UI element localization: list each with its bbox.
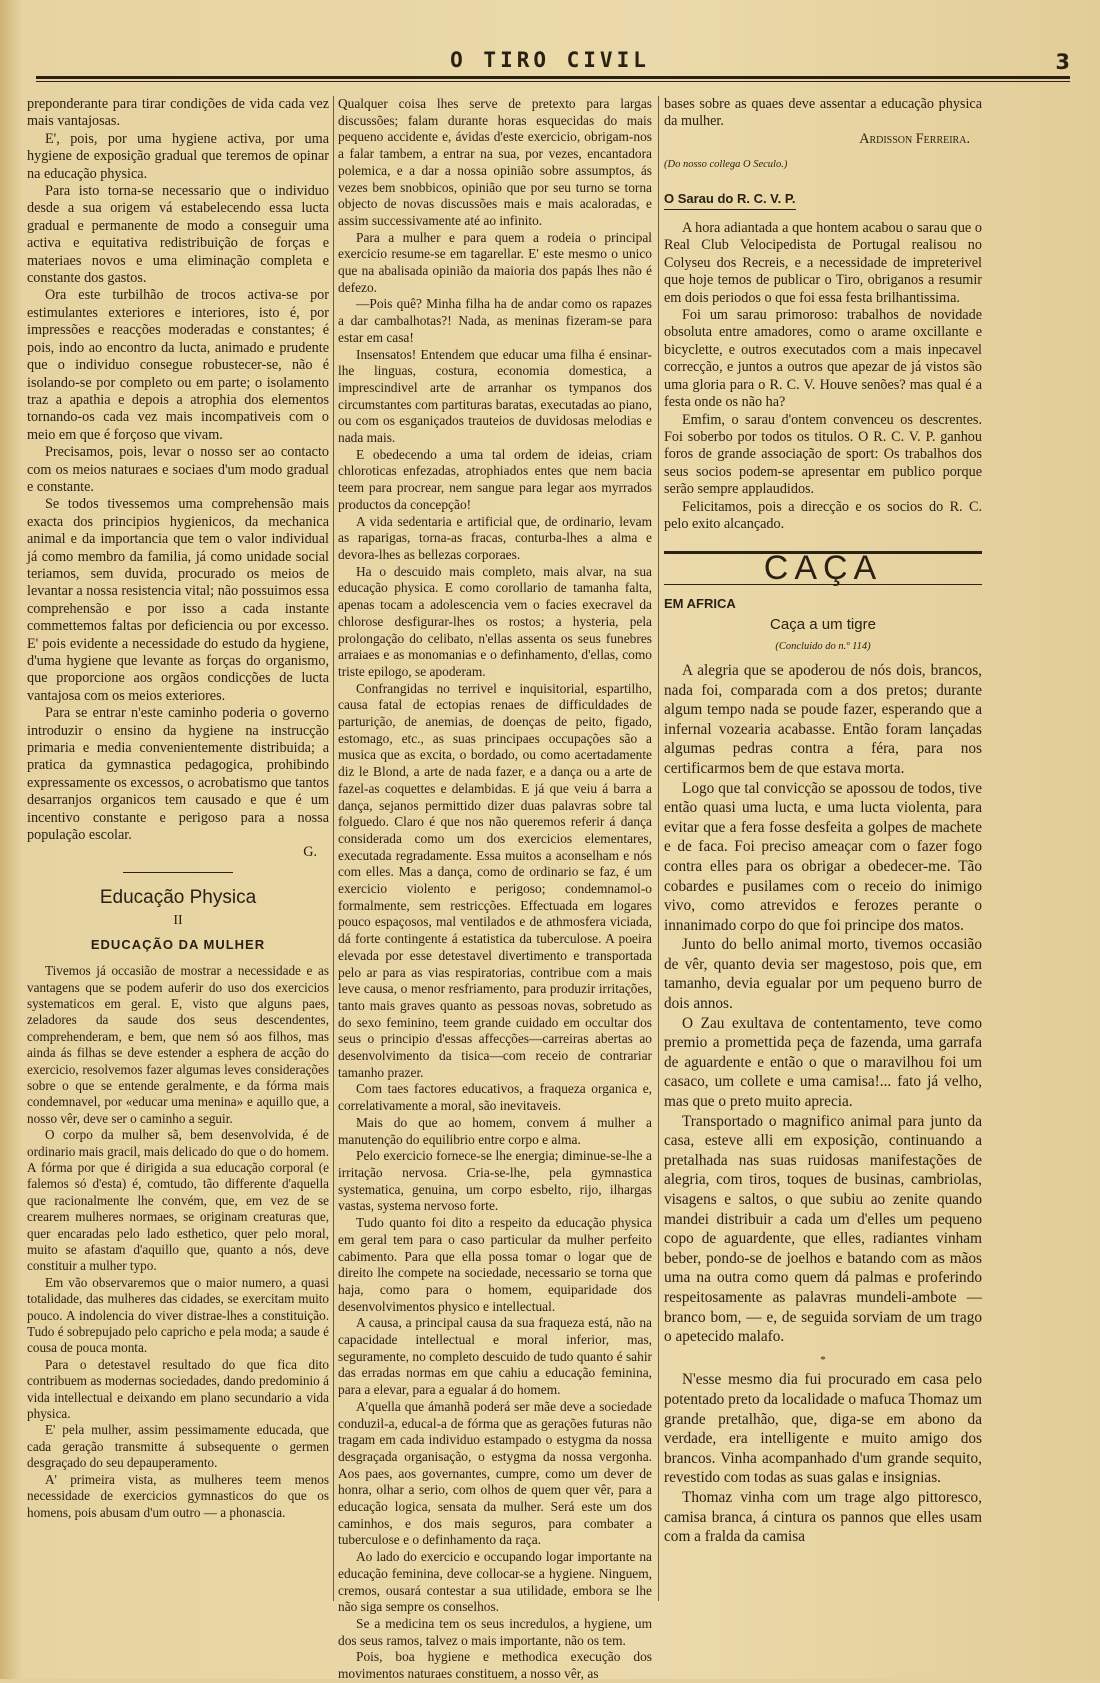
paragraph: Para a mulher e para quem a rodeia o principal exercicio resume-se em tagarellar. E' este mesmo o unico que na abalisada opinião da maioria dos papás lhes não é defezo. xyxy=(338,229,652,295)
header-rule-thin xyxy=(36,81,1070,82)
paragraph: Tudo quanto foi dito a respeito da educação physica em geral tem para o caso particular da mulher perfeito cabimento. Para que ella possa tomar o logar que de direito lhe compete na sociedade, necessario se torna que haja, como para o homem, equiparidade dos desenvolvimentos physico e intellectual. xyxy=(338,1215,652,1314)
paragraph: Com taes factores educativos, a fraqueza organica e, correlativamente a moral, são inevitaveis. xyxy=(338,1081,652,1114)
paragraph: A causa, a principal causa da sua fraqueza está, não na capacidade intellectual e moral inferior, mas, seguramente, no completo descuido de tudo quanto é sahir das erradas normas em que cahiu a educação feminina, para a elevar, para a egualar á do homem. xyxy=(338,1315,652,1398)
paragraph: preponderante para tirar condições de vida cada vez mais vantajosas. xyxy=(27,96,329,130)
paragraph: Felicitamos, pois a direcção e os socios do R. C. pelo exito alcançado. xyxy=(664,498,982,532)
paragraph: Se a medicina tem os seus incredulos, a hygiene, um dos seus ramos, talvez o mais importante, não os tem. xyxy=(338,1615,652,1648)
paragraph: Logo que tal convicção se apossou de todos, tive então quasi uma lucta, e uma lucta violenta, para evitar que a fera fosse desfeita a golpes de machete e de faca. Foi preciso ameaçar com o fazer fogo contra elles para os obrigar a obedecer-me. Tão cobardes e pusilames com o receio do inimigo vivo, como atrevidos e ferozes perante o innanimado corpo do que foi principe dos matos. xyxy=(664,779,982,934)
article-body xyxy=(27,963,329,1521)
paragraph: Ora este turbilhão de trocos activa-se por estimulantes exteriores e interiores, isto é, por impressões e reacções moderadas e constantes; é pois, indo ao encontro da lucta, animado e prudente que o individuo consegue robustecer-se, não é isolando-se por completo ou em parte; o isolamento traz a apathia e depois a atrophia dos elementos tornando-os cada vez mais incompativeis com o meio em que é forçoso que vivam. xyxy=(27,287,329,443)
column-3 xyxy=(664,96,982,1601)
paragraph: Junto do bello animal morto, tivemos occasião de vêr, quanto devia ser magestoso, pois que, em tamanho, devia egualar por um pequeno burro de dois annos. xyxy=(664,936,982,1013)
paragraph: Para o detestavel resultado do que fica dito contribuem as modernas sociedades, dando predominio á vida intellectual e deixando em plano secundario a vida physica. xyxy=(27,1356,329,1422)
paragraph: E', pois, por uma hygiene activa, por uma hygiene de exposição gradual que teremos de opinar na educação physica. xyxy=(27,130,329,182)
paragraph: Qualquer coisa lhes serve de pretexto para largas discussões; falam durante horas esquecidas do mais pequeno accidente e, ávidas d'este exercicio, obrigam-nos a falar tambem, a entrar na sua, por vezes, encantadora polemica, e a dar a nossa opinião sobre assumptos, ás vezes bem snobbicos, opinião que por seu turno se torna objecto de novas discussões mais e mais acaloradas, e assim successivamente até ao infinito. xyxy=(338,96,652,228)
paragraph: Foi um sarau primoroso: trabalhos de novidade obsoluta entre amadores, como o arame oxcillante e bicyclette, e outros executados com a mais inpecavel correcção, e juntos a outros que apezar de já vistos são uma gloria para o R. C. V. Houve senões? mas qual é a festa onde os não ha? xyxy=(664,307,982,411)
paragraph: A alegria que se apoderou de nós dois, brancos, nada foi, comparada com a dos pretos; durante algum tempo nada se poude fazer, esperando que a infernal vozearia acabasse. Então foram lançadas algumas pedras contra a féra, para nos certificarmos bem de que estava morta. xyxy=(664,661,982,777)
paragraph: Transportado o magnifico animal para junto da casa, esteve alli em exposição, continuando a pretalhada nas suas ruidosas manifestações de alegria, com tiros, toques de businas, cambriolas, visagens e saltos, o que subiu ao zenite quando mandei distribuir a cada um d'elles um pequeno copo de aguardente, que elles, radiantes vinham beber, pondo-se de joelhos e batando com as mãos uma na outra como quem dá palmas e proferindo respeitosamente as palavras mundeli-ambote — branco bom, — e, de seguida sorviam de um trago o apetecido malafo. xyxy=(664,1112,982,1346)
signature: Ardisson Ferreira. xyxy=(859,130,970,147)
column-1 xyxy=(27,96,329,1601)
paragraph: bases sobre as quaes deve assentar a educação physica da mulher. xyxy=(664,96,982,130)
story-body xyxy=(664,661,982,1547)
paragraph: —Pois quê? Minha filha ha de andar como os rapazes a dar cambalhotas?! Nada, as meninas fizeram-se para estar em casa! xyxy=(338,296,652,345)
paragraph: Tivemos já occasião de mostrar a necessidade e as vantagens que se podem auferir do uso dos exercicios systematicos em geral. E, visto que alguns paes, zeladores da saude dos seus descendentes, comprehenderam, e bem, que nem só aos filhos, mas ainda ás filhas se deve estender a esphera de acção do exercicio, resolvemos fazer algumas leves considerações sobre o que se entende geralmente, e da fórma mais condemnavel, por «educar uma menina» e aquillo que, a nosso vêr, deve ser o caminho a seguir. xyxy=(27,963,329,1126)
paragraph: Emfim, o sarau d'ontem convenceu os descrentes. Foi soberbo por todos os titulos. O R. C. V. P. ganhou foros de grande associação de sport: Os trabalhos dos seus socios podem-se apresentar em publico porque serão sempre applaudidos. xyxy=(664,411,982,498)
paragraph: Pelo exercicio fornece-se lhe energia; diminue-se-lhe a irritação nervosa. Cria-se-lhe, pela gymnastica systematica, genuina, um corpo esbelto, rijo, ilhargas vastas, systema nervoso forte. xyxy=(338,1148,652,1214)
paragraph: Se todos tivessemos uma comprehensão mais exacta dos principios hygienicos, da mechanica animal e da importancia que tem o valor individual já como membro da familia, já como unidade social teriamos, sem duvida, procurado os meios de levantar a nossa resistencia vital; não possuimos essa comprehensão e por isso a cada instante commettemos faltas por deficiencia ou por excesso. E' pois evidente a necessidade do estudo da hygiene, d'uma hygiene que levante as forças do organismo, que proporcione aos orgãos condicções de lucta vantajosa com os meios exteriores. xyxy=(27,496,329,704)
paragraph: A hora adiantada a que hontem acabou o sarau que o Real Club Velocipedista de Portugal realisou no Colyseu dos Recreis, e a necessidade de impreterivel que hoje temos de publicar o Tiro, obriganos a resumir em dois periodos o que foi essa festa brilhantissima. xyxy=(664,220,982,306)
paragraph: Para isto torna-se necessario que o individuo desde a sua origem vá estabelecendo essa lucta gradual e permanente de modo a conseguir uma activa e equitativa redistribuição de forças e materiaes novos e uma eliminação completa e constante dos gastos. xyxy=(27,183,329,287)
paragraph: A'quella que ámanhã poderá ser mãe deve a sociedade conduzil-a, educal-a de fórma que as gerações futuras não tragam em cada individuo estampado o estygma da nossa desgraçada organisação, o estygma da nossa vergonha. Aos paes, aos governantes, cumpre, como um dever de honra, olhar a serio, com olhos de quem quer vêr, para a educação logica, sensata da mulher. Será este um dos caminhos, e dos mais seguros, para combater a tuberculose e o definhamento da raça. xyxy=(338,1398,652,1548)
story-title: Caça a um tigre xyxy=(770,616,876,634)
paragraph: Mais do que ao homem, convem á mulher a manutenção do equilibrio entre corpo e alma. xyxy=(338,1114,652,1147)
paragraph: Ha o descuido mais completo, mais alvar, na sua educação physica. E como corollario de tamanha falta, apenas tocam a adolescencia vem o facies execravel da chlorose desfigurar-lhes os rostos; a hysteria, pela prolongação do celibato, n'ellas assenta os seus funebres arraiaes e as monomanias e o definhamento, d'ellas, como triste epilogo, se apoderam. xyxy=(338,563,652,679)
source-note: (Do nosso collega O Seculo.) xyxy=(664,159,788,171)
page-number: 3 xyxy=(1055,50,1070,74)
section-star: * xyxy=(820,1353,826,1366)
column-divider xyxy=(333,96,334,1601)
paragraph: O Zau exultava de contentamento, teve como premio a promettida peça de fazenda, uma garrafa de aguardente e então o que o maravilhou foi um casaco, um collete e uma camisa!... fato já velho, mas que o preto muito aprecia. xyxy=(664,1014,982,1111)
paragraph: Para se entrar n'este caminho poderia o governo introduzir o ensino da hygiene na instrucção primaria e media convenientemente distribuida; a pratica da gymnastica pedagogica, prohibindo expressamente os excessos, o acrobatismo que tantos desarranjos organicos tem causado e que é um incentivo constante e perigoso para a nossa população escolar. xyxy=(27,705,329,844)
section-title: CAÇA xyxy=(763,549,883,588)
paragraph: A vida sedentaria e artificial que, de ordinario, levam as raparigas, torna-as fracas, conturba-lhes a alma e devora-lhes as bellezas corporaes. xyxy=(338,513,652,562)
header-rule xyxy=(36,76,1070,79)
column-divider xyxy=(658,96,659,1601)
article-subtitle: EDUCAÇÃO DA MULHER xyxy=(90,936,266,952)
article-number: II xyxy=(173,913,183,929)
article-title: Educação Physica xyxy=(99,886,257,908)
page-header xyxy=(30,40,1070,80)
paragraph: Insensatos! Entendem que educar uma filha é ensinar-lhe linguas, costura, economia domestica, a imprescindivel arte de arranhar os tympanos dos circumstantes com partituras baratas, executadas ao piano, ou com os esganiçados trauteios de duvidosas melodias e nada mais. xyxy=(338,346,652,446)
paragraph: Precisamos, pois, levar o nosso ser ao contacto com os meios naturaes e sociaes d'um modo gradual e constante. xyxy=(27,444,329,495)
signature: G. xyxy=(303,844,317,861)
divider xyxy=(123,872,233,873)
paragraph: E' pela mulher, assim pessimamente educada, que cada geração transmitte á subsequente o germen desgraçado do seu depauperamento. xyxy=(27,1422,329,1471)
running-title: O TIRO CIVIL xyxy=(450,48,650,72)
paragraph: N'esse mesmo dia fui procurado em casa pelo potentado preto da localidade o mafuca Thomaz um grande pretalhão, que, diga-se em abono da verdade, era intelligente e muito amigo dos brancos. Vinha acompanhado d'um grande sequito, revestido com todas as suas galas e insignias. xyxy=(664,1371,982,1487)
paragraph: Em vão observaremos que o maior numero, a quasi totalidade, das mulheres das cidades, se exercitam muito pouco. A indolencia do viver distrae-lhes a constituição. Tudo é sobrepujado pelo capricho e pela moda; a saude é cousa de pouca monta. xyxy=(27,1274,329,1356)
paragraph: Thomaz vinha com um trage algo pittoresco, camisa branca, á cintura os pannos que elles usam com a fralda da camisa xyxy=(664,1488,982,1546)
paragraph: O corpo da mulher sã, bem desenvolvida, é de ordinario mais gracil, mais delicado do que o do homem. A fórma por que é dirigida a sua educação corporal (e falemos só d'esta) é, comtudo, tão differente d'aquella que racionalmente lhe convém, que, em vez de se crearem mulheres normaes, se originam creaturas que, quer encaradas pelo lado esthetico, quer pelo moral, muito se afastam d'aquillo que, quanto a nós, deve constituir a mulher typo. xyxy=(27,1127,329,1274)
paragraph: Pois, boa hygiene e methodica execução dos movimentos naturaes constituem, a nosso vêr, as xyxy=(338,1649,652,1682)
column-2 xyxy=(338,96,652,1682)
story-note: (Concluido do n.º 114) xyxy=(775,640,871,652)
paragraph: A' primeira vista, as mulheres teem menos necessidade de exercicios gymnasticos do que os homens, pois abusam d'um outro — a phonascia. xyxy=(27,1471,329,1520)
section-label: EM AFRICA xyxy=(664,595,736,611)
paragraph: E obedecendo a uma tal ordem de ideias, criam chloroticas enfezadas, atrophiados entes que nem bacia teem para procrear, nem sangue para legar aos myrrados productos da concepção! xyxy=(338,446,652,512)
sarau-title: O Sarau do R. C. V. P. xyxy=(664,190,796,210)
paragraph: Ao lado do exercicio e occupando logar importante na educação feminina, deve collocar-se a hygiene. Ninguem, cremos, ousará contestar a sua utilidade, embora se lhe não siga sempre os conselhos. xyxy=(338,1549,652,1615)
paragraph: Confrangidas no terrivel e inquisitorial, espartilho, causa fatal de ectopias renaes de difficuldades de parturição, de anemias, de doenças de peito, figado, estomago, etc., as suas principaes occupações são a musica que as excita, o bordado, ou como acertadamente diz le Blond, a arte de nada fazer, e a dança ou a arte de fazel-as coquettes e delambidas. E já que veiu á barra a dança, sejanos permittido dizer duas palavras sobre tal folguedo. Claro é que nos não queremos referir á dança considerada como um dos exercicios elementares, executada regradamente. Essa muitos a aconselham e nós com elles. Mas a dança, como de ordinario se faz, é um exercicio violento e perigoso; condemnamol-o formalmente, sem restricções. Effectuada em logares pouco espaçosos, mal ventilados e de athmosfera viciada, dá forte contingente á estatistica da tuberculose. A poeira elevada por esse detestavel divertimento e transportada pelo ar para as vias respiratorias, contribue com a mais leve causa, o menor resfriamento, para produzir irritações, tanto mais graves quanto as pessoas novas, sobretudo as do sexo feminino, teem grande cuidado em occultar dos seus o principio d'essas affecções—carreiras abertas ao desenvolvimento da tisica—com receio de contrariar tamanho prazer. xyxy=(338,680,652,1080)
